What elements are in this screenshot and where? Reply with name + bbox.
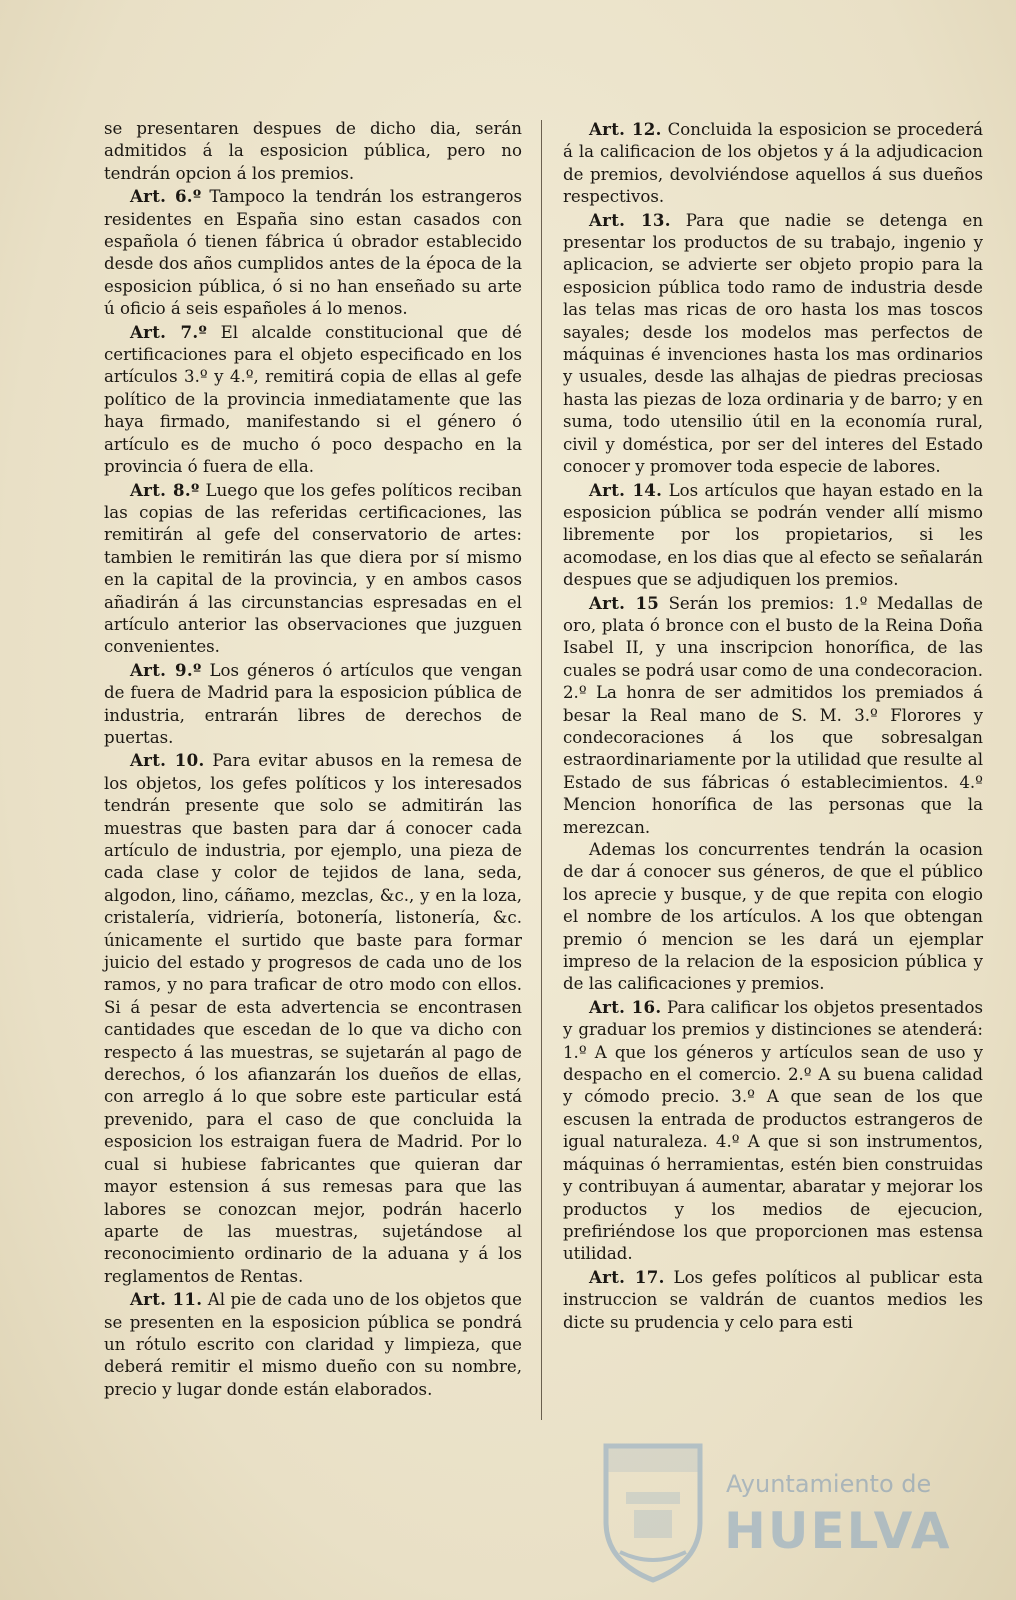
article-number: Art. 17. <box>589 1266 665 1287</box>
paragraph-ademas <box>563 839 983 996</box>
left-column <box>104 118 522 1558</box>
watermark <box>598 1428 998 1588</box>
article-9 <box>104 659 522 750</box>
article-text: Para que nadie se detenga en presentar los productos de su trabajo, ingenio y aplicacion, se advierte ser objeto propio para la esposicion pública todo ramo de industria desde las telas mas ricas de oro hasta los mas toscos sayales; desde los modelos mas perfectos de máquinas é invenciones hasta los mas ordinarios y usuales, desde las alhajas de piedras preciosas hasta las piezas de loza ordinaria y de barro; y en suma, todo utensilio útil en la economía rural, civil y doméstica, por ser del interes del Estado conocer y promover toda especie de labores. <box>563 210 984 477</box>
article-number: Art. 9.º <box>130 659 202 680</box>
article-text: Concluida la esposicion se procederá á la calificacion de los objetos y á la adjudicacion de premios, devolviéndose aquellos á sus dueños respectivos. <box>563 120 984 207</box>
article-text: Serán los premios: 1.º Medallas de oro, plata ó bronce con el busto de la Reina Doña Isabel II, y una inscripcion honorífica, de las cuales se podrá usar como de una condecoracion. 2.º La honra de ser admitidos los premiados á besar la Real mano de S. M. 3.º Florores y condecoraciones á los que sobresalgan estraordinariamente por la utilidad que resulte al Estado de sus fábricas ó establecimientos. 4.º Mencion honorífica de las personas que la merezcan. <box>563 593 984 837</box>
article-10 <box>104 749 522 1288</box>
article-16 <box>563 996 983 1266</box>
article-text: Luego que los gefes políticos reciban las copias de las referidas certificaciones, las remitirán al gefe del conservatorio de artes: tambien le remitirán las que diera por sí mismo en la capital de la provincia, y en ambos casos añadirán á las circunstancias espresadas en el artículo anterior las observaciones que juzguen convenientes. <box>104 480 522 657</box>
article-number: Art. 12. <box>589 119 662 139</box>
article-text: Para evitar abusos en la remesa de los objetos, los gefes políticos y los interesados tendrán presente que solo se admitirán las muestras que basten para dar á conocer cada artículo de industria, por ejemplo, una pieza de cada clase y color de tejidos de lana, seda, algodon, lino, cáñamo, mezclas, &c., y en la loza, cristalería, vidriería, botonería, listonería, &c. únicamente el surtido que baste para formar juicio del estado y progresos de cada uno de los ramos, y no para traficar de otro modo con ellos. Si á pesar de esta advertencia se encontrasen cantidades que escedan de lo que va dicho con respecto á las muestras, se sujetarán al pago de derechos, ó los afianzarán los dueños de ellas, con arreglo á lo que sobre este particular está prevenido, para el caso de que concluida la esposicion los estraigan fuera de Madrid. Por lo cual si hubiese fabricantes que quieran dar mayor estension á sus remesas para que las labores se conozcan mejor, podrán hacerlo aparte de las muestras, sujetándose al reconocimiento ordinario de la aduana y á los reglamentos de Rentas. <box>104 751 522 1286</box>
article-number: Art. 14. <box>589 479 663 500</box>
article-11 <box>104 1288 522 1401</box>
article-number: Art. 15 <box>589 592 660 613</box>
article-14 <box>563 479 983 592</box>
article-number: Art. 11. <box>130 1289 203 1310</box>
watermark-line-2: HUELVA <box>724 1502 952 1560</box>
watermark-line-1: Ayuntamiento de <box>726 1470 932 1498</box>
article-number: Art. 7.º <box>130 321 208 342</box>
article-text: Al pie de cada uno de los objetos que se presenten en la esposicion pública se pondrá un rótulo escrito con claridad y limpieza, que deberá remitir el mismo dueño con su nombre, precio y lugar donde están elaborados. <box>104 1290 522 1399</box>
paragraph-continuation: se presentaren despues de dicho dia, serán admitidos á la esposicion pública, pero no tendrán opcion á los premios. <box>104 119 522 183</box>
article-text: Los gefes políticos al publicar esta instruccion se valdrán de cuantos medios les dicte su prudencia y celo para esti <box>563 1267 983 1332</box>
article-number: Art. 16. <box>589 996 662 1017</box>
paragraph-text: Ademas los concurrentes tendrán la ocasion de dar á conocer sus géneros, de que el público los aprecie y busque, y de que repita con elogio el nombre de los artículos. A los que obtengan premio ó mencion se les dará un ejemplar impreso de la relacion de la esposicion pública y de las calificaciones y premios. <box>563 840 983 994</box>
article-number: Art. 6.º <box>130 186 202 207</box>
article-12 <box>563 118 983 209</box>
article-15 <box>563 592 983 839</box>
article-7 <box>104 321 522 479</box>
article-17 <box>563 1266 983 1334</box>
article-number: Art. 10. <box>130 750 205 771</box>
coat-of-arms-icon <box>598 1434 708 1584</box>
article-text: Tampoco la tendrán los estrangeros residentes en España sino estan casados con española ó tienen fábrica ú obrador establecido desde dos años cumplidos antes de la época de la esposicion pública, ó si no han enseñado su arte ú oficio á seis españoles á lo menos. <box>104 187 523 319</box>
article-number: Art. 8.º <box>130 479 200 500</box>
article-number: Art. 13. <box>589 209 671 230</box>
article-8 <box>104 479 522 659</box>
article-text: El alcalde constitucional que dé certificaciones para el objeto especificado en los artículos 3.º y 4.º, remitirá copia de ellas al gefe político de la provincia inmediatamente que las haya firmado, manifestando si el género ó artículo es de mucho ó poco despacho en la provincia ó fuera de ella. <box>104 322 522 477</box>
right-column <box>563 118 983 1558</box>
article-text: Para calificar los objetos presentados y graduar los premios y distinciones se atenderá: 1.º A que los géneros y artículos sean de uso y despacho en el comercio. 2.º A su buena calidad y cómodo precio. 3.º A que sean de los que escusen la entrada de productos estrangeros de igual naturaleza. 4.º A que si son instrumentos, máquinas ó herramientas, estén bien construidas y contribuyan á aumentar, abaratar y mejorar los productos y los medios de ejecucion, prefiriéndose los que proporcionen mas estensa utilidad. <box>563 997 983 1264</box>
article-text: Los artículos que hayan estado en la esposicion pública se podrán vender allí mismo libremente por los propietarios, si les acomodase, en los dias que al efecto se señalarán despues que se adjudiquen los premios. <box>563 480 984 590</box>
column-divider <box>541 120 542 1420</box>
article-6 <box>104 185 522 320</box>
article-text: Los géneros ó artículos que vengan de fuera de Madrid para la esposicion pública de industria, entrarán libres de derechos de puertas. <box>104 660 523 747</box>
article-13 <box>563 209 983 479</box>
